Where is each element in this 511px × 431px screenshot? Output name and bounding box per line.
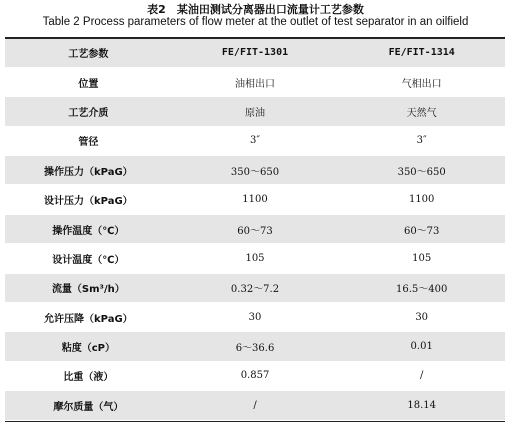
row-label: 设计温度（℃）	[52, 254, 125, 266]
row-label: 操作温度（℃）	[52, 225, 125, 237]
table-row	[5, 97, 505, 126]
row-value-1301: 350～650	[230, 166, 280, 178]
row-value-1314: 气相出口	[401, 78, 442, 90]
table-row	[5, 274, 505, 303]
row-value-1314: 16.5～400	[396, 284, 448, 296]
header-fe-fit-1314: FE/FIT-1314	[388, 47, 455, 59]
header-fe-fit-1301: FE/FIT-1301	[221, 47, 289, 59]
row-label: 管径	[78, 137, 99, 149]
row-value-1301: 1100	[242, 194, 268, 206]
row-value-1314: 105	[412, 252, 432, 264]
row-value-1301: /	[253, 399, 257, 411]
row-value-1301: 原油	[245, 107, 265, 119]
row-value-1314: 60～73	[403, 225, 440, 237]
row-value-1301: 6～36.6	[235, 343, 275, 355]
row-label: 摩尔质量（气）	[53, 401, 124, 413]
table-row	[5, 391, 505, 420]
table-row	[5, 332, 505, 361]
row-value-1314: /	[419, 370, 424, 382]
table-row	[5, 303, 505, 332]
table-row	[5, 127, 505, 156]
row-value-1301: 60～73	[237, 225, 273, 237]
row-value-1314: 350～650	[397, 166, 446, 178]
row-value-1301: 0.32～7.2	[230, 284, 280, 296]
row-value-1314: 18.14	[407, 399, 436, 411]
table-row	[5, 156, 505, 185]
parameters-table	[5, 37, 505, 422]
row-value-1301: 3″	[249, 135, 261, 147]
table-row	[5, 362, 505, 391]
row-label: 工艺介质	[68, 107, 109, 119]
row-label: 允许压降（kPaG）	[44, 313, 133, 325]
row-value-1301: 105	[245, 252, 265, 264]
row-value-1301: 油相出口	[235, 78, 275, 90]
row-value-1314: 3″	[416, 135, 427, 147]
row-label: 比重（液）	[63, 372, 114, 384]
row-label: 设计压力（kPaG）	[44, 196, 133, 208]
table-row	[5, 185, 505, 214]
header-parameter: 工艺参数	[68, 49, 109, 61]
row-value-1314: 1100	[408, 194, 435, 206]
table-header-row	[5, 39, 505, 68]
row-label: 粘度（cP）	[61, 343, 115, 355]
row-label: 流量（Sm³/h）	[51, 284, 125, 296]
row-value-1314: 天然气	[406, 107, 437, 119]
row-value-1314: 0.01	[410, 341, 433, 353]
table-caption-en: Table 2 Process parameters of flow meter at the outlet of test separator in an oilfield	[42, 16, 469, 28]
row-value-1301: 0.857	[240, 370, 270, 382]
table-caption-cn: 表2 某油田测试分离器出口流量计工艺参数	[147, 3, 364, 16]
row-value-1314: 30	[415, 311, 429, 323]
table-row	[5, 215, 505, 244]
table-row	[5, 68, 505, 97]
row-label: 操作压力（kPaG）	[44, 166, 133, 178]
row-label: 位置	[78, 78, 99, 90]
row-value-1301: 30	[248, 311, 262, 323]
table-row	[5, 244, 505, 273]
table-bottom-rule	[5, 421, 505, 423]
